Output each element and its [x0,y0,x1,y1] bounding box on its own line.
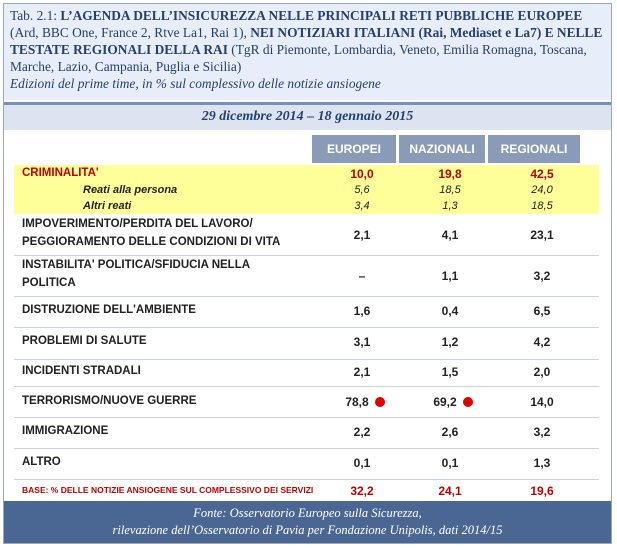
table-header [4,4,611,100]
cell-regionali: 4,2 [533,335,551,349]
cell-nazionali: 1,2 [441,335,459,349]
table-row-instabilita [14,257,599,295]
table-row-base [14,481,599,499]
source-line-1: Fonte: Osservatorio Europeo sulla Sicurezza, [193,506,422,520]
row-label-line2: PEGGIORAMENTO DELLE CONDIZIONI DI VITA [22,236,281,248]
row-divider [14,255,599,256]
cell-nazionali: 18,5 [439,184,461,196]
cell-nazionali: 1,3 [442,200,458,212]
cell-nazionali: 0,4 [441,304,459,318]
row-divider [14,327,599,328]
column-header-regionali: REGIONALI [488,135,580,163]
cell-regionali: 3,2 [533,425,551,439]
cell-europei: – [358,269,366,283]
cell-europei: 2,2 [353,425,371,439]
cell-regionali: 6,5 [533,304,551,318]
cell-regionali: 14,0 [530,395,554,409]
row-divider [14,448,599,449]
red-dot-marker-icon [375,397,385,407]
cell-europei: 10,0 [350,167,374,181]
column-header-nazionali: NAZIONALI [399,135,485,163]
cell-nazionali: 1,5 [441,365,459,379]
table-row-altro [14,450,599,478]
cell-value: 78,8 [345,395,369,409]
cell-europei: 3,4 [354,200,370,212]
row-label-line1: INSTABILITA' POLITICA/SFIDUCIA NELLA [22,259,251,271]
cell-nazionali: 24,1 [438,484,462,498]
table-row-immigrazione [14,419,599,447]
table-row-incidenti [14,361,599,385]
row-divider [14,386,599,387]
row-divider [14,479,599,480]
row-label: CRIMINALITA' [22,167,99,179]
row-label-line2: POLITICA [22,277,76,289]
row-label: INCIDENTI STRADALI [22,365,141,377]
table-row-salute [14,329,599,358]
cell-nazionali: 1,1 [441,269,459,283]
source-footer [4,501,611,543]
source-line-2: rilevazione dell’Osservatorio di Pavia per Fondazione Unipolis, dati 2014/15 [112,523,503,537]
table-frame [3,3,612,544]
cell-nazionali: 0,1 [441,456,459,470]
table-subtitle: Edizioni del prime time, in % sul complessivo delle notizie ansiogene [10,76,381,91]
cell-regionali: 23,1 [530,228,554,242]
cell-value: 69,2 [433,395,457,409]
red-dot-marker-icon [463,397,473,407]
row-label: BASE: % DELLE NOTIZIE ANSIOGENE SUL COMPLESSIVO DEI SERVIZI [22,485,314,495]
row-label: TERRORISMO/NUOVE GUERRE [22,395,197,407]
cell-nazionali: 19,8 [438,167,462,181]
row-label: ALTRO [22,456,61,468]
title-bold-2: NEI NOTIZIARI ITALIANI (Rai, Mediaset e La7) E NELLE TESTATE REGIONALI DELLA RAI [10,25,603,57]
row-label-line1: IMPOVERIMENTO/PERDITA DEL LAVORO/ [22,218,253,230]
cell-europei: 5,6 [354,184,370,196]
title-normal-1: (Ard, BBC One, France 2, Rtve La1, Rai 1), [10,25,247,40]
row-label: Reati alla persona [83,184,178,196]
row-label: Altri reati [83,200,132,212]
table-row-impoverimento [14,216,599,254]
row-label: IMMIGRAZIONE [22,425,109,437]
cell-europei: 3,1 [353,335,371,349]
cell-europei: 2,1 [353,365,371,379]
period-bar: 29 dicembre 2014 – 18 gennaio 2015 [4,102,611,130]
row-divider [14,359,599,360]
cell-europei: 32,2 [350,484,374,498]
row-divider [14,296,599,297]
table-row-terrorismo [14,388,599,416]
title-bold-1: L’AGENDA DELL’INSICUREZZA NELLE PRINCIPALI RETI PUBBLICHE EUROPEE [60,8,583,23]
cell-regionali: 3,2 [533,269,551,283]
column-header-europei: EUROPEI [312,135,396,163]
row-divider [14,417,599,418]
cell-regionali: 1,3 [533,456,551,470]
row-label: DISTRUZIONE DELL'AMBIENTE [22,304,196,316]
cell-regionali: 2,0 [533,365,551,379]
cell-regionali: 24,0 [531,184,553,196]
cell-europei: 2,1 [353,228,371,242]
cell-nazionali: 2,6 [441,425,459,439]
cell-europei: 1,6 [353,304,371,318]
cell-europei [324,395,406,409]
title-normal-2: (TgR di Piemonte, Lombardia, Veneto, Emilia Romagna, Toscana, Marche, Lazio, Campania, Puglia e Sicilia) [10,42,587,74]
table-row-ambiente [14,298,599,326]
table-row-criminalita [14,165,599,182]
cell-regionali: 18,5 [531,200,553,212]
cell-nazionali [412,395,494,409]
table-row-reati-persona [14,182,599,198]
row-label: PROBLEMI DI SALUTE [22,335,147,347]
tab-label: Tab. 2.1: [10,8,58,23]
cell-regionali: 42,5 [530,167,554,181]
table-row-altri-reati [14,198,599,214]
cell-nazionali: 4,1 [441,228,459,242]
cell-europei: 0,1 [353,456,371,470]
cell-regionali: 19,6 [530,484,554,498]
